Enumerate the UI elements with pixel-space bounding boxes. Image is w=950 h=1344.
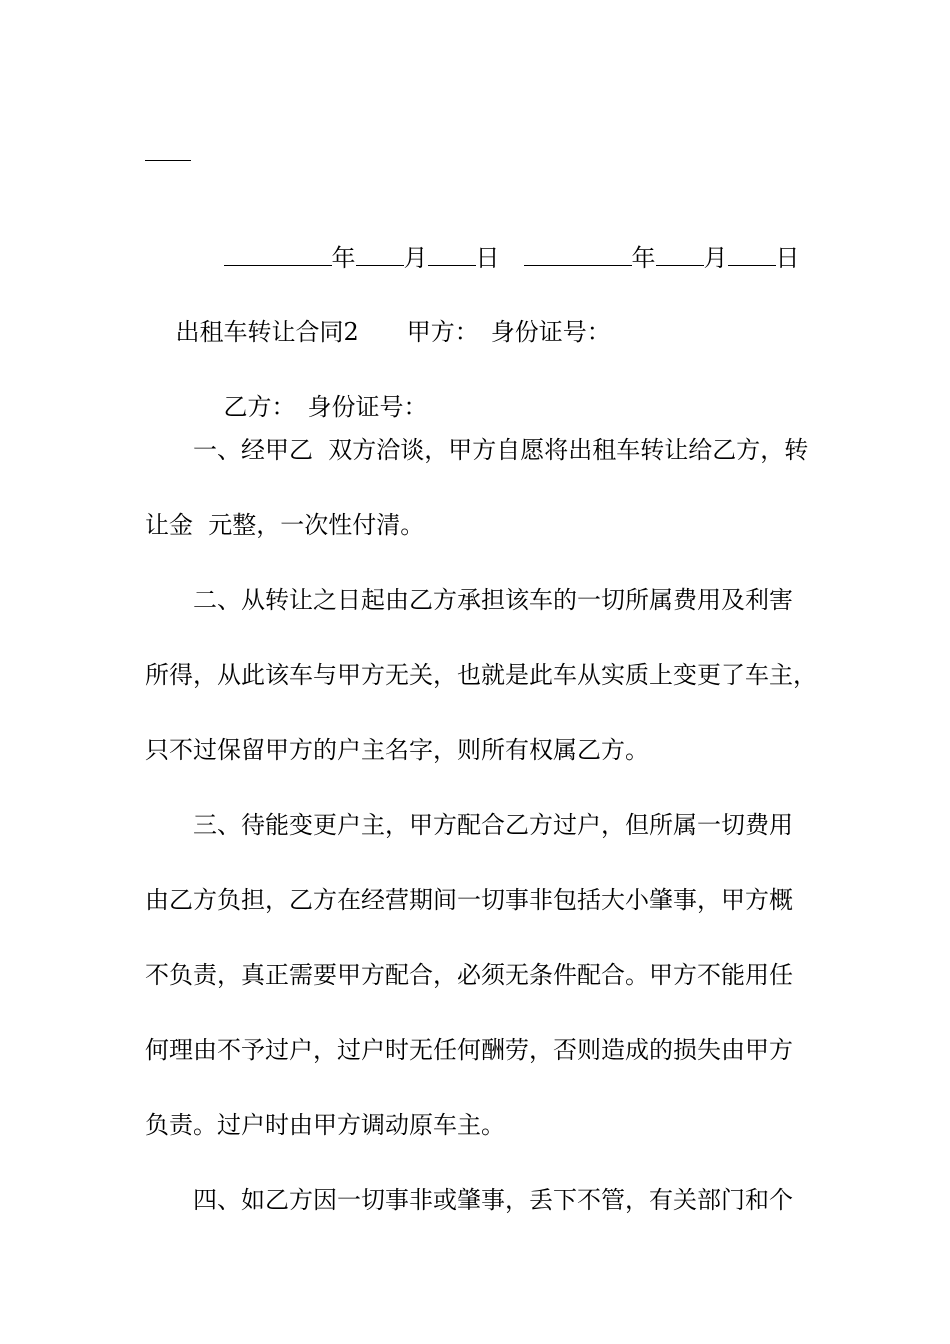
day-char-2: 日 — [775, 244, 800, 272]
party-b-id-label: 身份证号： — [307, 393, 428, 421]
clause-3-line-2: 由乙方负担，乙方在经营期间一切事非包括大小肇事，甲方概 — [145, 886, 793, 914]
clause-4-line-1: 四、如乙方因一切事非或肇事，丢下不管，有关部门和个 — [193, 1186, 793, 1214]
year-char-2: 年 — [631, 244, 656, 272]
day-blank-1 — [428, 245, 476, 266]
party-b-label: 乙方： — [223, 393, 296, 421]
clause-3-line-4: 何理由不予过户，过户时无任何酬劳，否则造成的损失由甲方 — [145, 1036, 793, 1064]
year-blank-2 — [524, 245, 632, 266]
year-char-1: 年 — [331, 244, 356, 272]
clause-3-line-1: 三、待能变更户主，甲方配合乙方过户，但所属一切费用 — [193, 811, 793, 839]
party-a-id-label: 身份证号： — [490, 318, 611, 346]
clause-1-line-2: 让金 元整，一次性付清。 — [145, 511, 425, 539]
clause-2-line-1: 二、从转让之日起由乙方承担该车的一切所属费用及利害 — [193, 586, 793, 614]
clause-3-line-3: 不负责，真正需要甲方配合，必须无条件配合。甲方不能用任 — [145, 961, 793, 989]
clause-3-line-5: 负责。过户时由甲方调动原车主。 — [145, 1111, 505, 1139]
clause-2-line-2: 所得，从此该车与甲方无关，也就是此车从实质上变更了车主， — [145, 661, 817, 689]
clause-1-line-1: 一、经甲乙 双方洽谈，甲方自愿将出租车转让给乙方，转 — [193, 436, 809, 464]
day-char-1: 日 — [475, 244, 500, 272]
year-blank-1 — [224, 245, 332, 266]
party-a-label: 甲方： — [406, 318, 479, 346]
month-blank-1 — [356, 245, 404, 266]
month-blank-2 — [656, 245, 704, 266]
month-char-1: 月 — [403, 244, 428, 272]
title-line — [145, 284, 611, 346]
party-b-line — [193, 359, 428, 421]
clause-2-line-3: 只不过保留甲方的户主名字，则所有权属乙方。 — [145, 736, 649, 764]
signature-underline — [145, 160, 191, 161]
date-line — [193, 210, 800, 272]
contract-title: 出租车转让合同2 — [175, 318, 359, 346]
day-blank-2 — [728, 245, 776, 266]
month-char-2: 月 — [703, 244, 728, 272]
